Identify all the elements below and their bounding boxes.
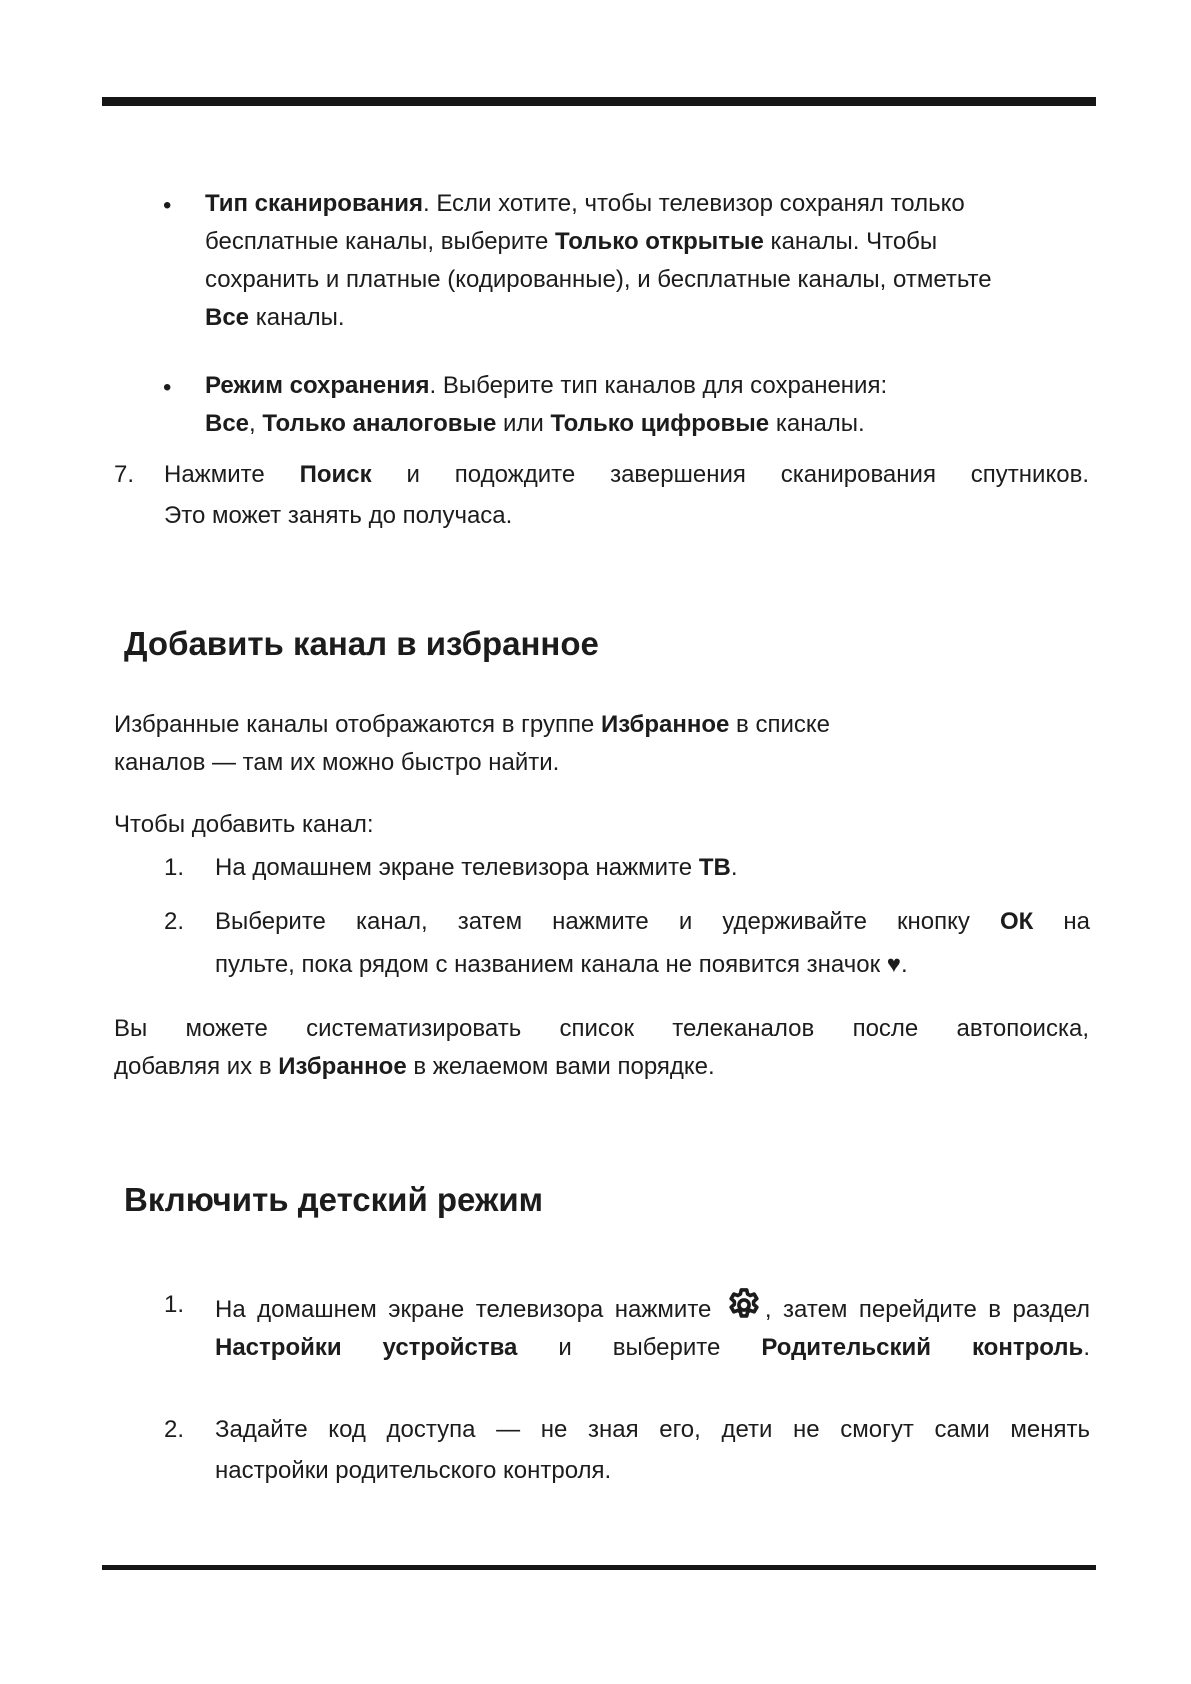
step7-line1: Нажмите Поиск и подождите завершения сканирования спутников. — [164, 461, 1089, 488]
favorites-outro-line2: добавляя их в Избранное в желаемом вами порядке. — [114, 1053, 715, 1080]
step-number: 2. — [164, 1416, 185, 1443]
step-number: 1. — [164, 854, 185, 881]
favorites-heading: Добавить канал в избранное — [124, 625, 599, 662]
kids-step2-line1: Задайте код доступа — не зная его, дети не смогут сами менять — [215, 1416, 1090, 1443]
save-mode-paragraph: Режим сохранения. Выберите тип каналов для сохранения: Все, Только аналоговые или Только цифровые каналы. — [205, 372, 888, 437]
favorites-group-name: Избранное — [600, 711, 730, 738]
favorites-step1: На домашнем экране телевизора нажмите ТВ. — [215, 854, 738, 881]
heart-icon: ♥ — [886, 951, 901, 978]
scan-type-paragraph: Тип сканирования. Если хотите, чтобы телевизор сохранял только бесплатные каналы, выберите Только открытые каналы. Чтобы сохранить и платные (кодированные), и бесплатные каналы, отметьте Все каналы. — [205, 190, 992, 331]
step-number: 1. — [164, 1291, 185, 1318]
parental-control-label: Родительский контроль — [761, 1334, 1084, 1361]
favorites-outro-line1: Вы можете систематизировать список телеканалов после автопоиска, — [114, 1015, 1089, 1042]
option-all: Все — [205, 304, 250, 331]
bullet-marker: • — [163, 192, 172, 219]
option-only-digital: Только цифровые — [550, 410, 770, 437]
kids-step2-line2: настройки родительского контроля. — [215, 1457, 612, 1484]
bottom-rule — [102, 1565, 1096, 1570]
tv-button-label: ТВ — [698, 854, 731, 881]
device-settings-label: Настройки устройства — [215, 1334, 518, 1361]
option-all: Все — [205, 410, 250, 437]
ok-button-label: ОК — [1000, 908, 1034, 935]
step7-line2: Это может занять до получаса. — [164, 502, 513, 529]
bullet-marker: • — [163, 374, 172, 401]
favorites-step2-line2: пульте, пока рядом с названием канала не появится значок ♥. — [215, 951, 908, 978]
search-button-label: Поиск — [299, 461, 372, 488]
save-mode-term: Режим сохранения — [205, 372, 430, 399]
step-number: 7. — [114, 461, 135, 488]
kids-mode-heading: Включить детский режим — [124, 1181, 544, 1218]
step-number: 2. — [164, 908, 185, 935]
favorites-group-name: Избранное — [278, 1053, 407, 1080]
option-only-analog: Только аналоговые — [262, 410, 497, 437]
kids-step1: На домашнем экране телевизора нажмите , затем перейдите в раздел Настройки устройства и выберите Родительский контроль. — [215, 1286, 1090, 1367]
scan-type-term: Тип сканирования — [205, 190, 423, 217]
gear-icon — [725, 1286, 763, 1324]
favorites-how: Чтобы добавить канал: — [114, 811, 374, 838]
favorites-step2-line1: Выберите канал, затем нажмите и удерживайте кнопку ОК на — [215, 908, 1090, 935]
option-only-open: Только открытые — [555, 228, 764, 255]
favorites-intro: Избранные каналы отображаются в группе Избранное в списке каналов — там их можно быстро найти. — [114, 711, 830, 776]
top-rule — [102, 97, 1096, 106]
